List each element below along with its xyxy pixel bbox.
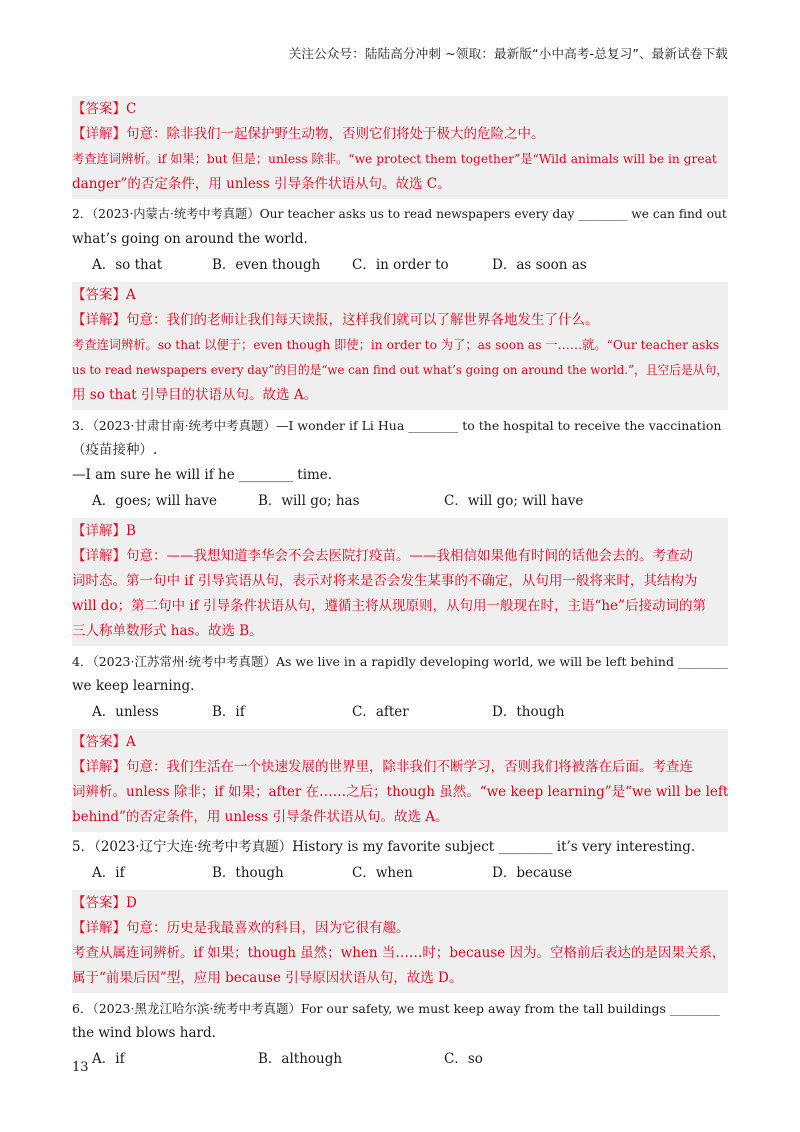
answer-line: 【详解】句意：我们生活在一个快速发展的世界里，除非我们不断学习，否则我们将被落在后面。考查连 [72,759,693,775]
option-c: C．after [352,704,409,720]
answer-line: 【答案】D [72,895,137,911]
answer-options [72,488,728,515]
question-line: the wind blows hard. [72,1025,216,1041]
question-line: what’s going on around the world. [72,231,308,247]
page-number: 13 [72,1060,89,1075]
option-a: A．unless [92,704,159,720]
answer-explanation-block [72,890,728,993]
question-block [72,202,728,252]
question-line: —I am sure he will if he ________ time. [72,467,333,483]
answer-line: danger”的否定条件，用 unless 引导条件状语从句。故选 C。 [72,176,451,192]
answer-options [72,699,728,726]
option-c: C．in order to [352,257,449,273]
answer-line: 【详解】句意：我们的老师让我们每天读报，这样我们就可以了解世界各地发生了什么。 [72,312,599,328]
answer-line: 【详解】B [72,523,136,539]
question-line: 3．（2023·甘肃甘南·统考中考真题）—I wonder if Li Hua ________ to the hospital to receive the vaccination [72,418,722,433]
question-line: we keep learning. [72,678,195,694]
answer-line: 【详解】句意：除非我们一起保护野生动物，否则它们将处于极大的危险之中。 [72,126,545,142]
page-header: 关注公众号：陆陆高分冲刺 ~领取：最新版“小中高考-总复习”、最新试卷下载 [288,46,728,61]
answer-explanation-block [72,96,728,199]
answer-line: 【详解】句意：历史是我最喜欢的科目，因为它很有趣。 [72,920,410,936]
answer-line: 用 so that 引导目的状语从句。故选 A。 [72,387,318,403]
question-block [72,413,728,488]
option-c: C．when [352,865,413,881]
answer-line: us to read newspapers every day”的目的是“we can find out what’s going on around the world.”，且空后是从句， [72,363,729,377]
question-line: 5．（2023·辽宁大连·统考中考真题）History is my favorite subject ________ it’s very interesting. [72,839,696,855]
question-line: 6．（2023·黑龙江哈尔滨·统考中考真题）For our safety, we must keep away from the tall buildings ________ [72,1001,720,1016]
option-d: D．because [492,865,573,881]
option-a: A．goes; will have [92,493,217,509]
answer-options [72,860,728,887]
question-block [72,649,728,699]
option-b: B．if [212,704,245,720]
option-b: B．will go; has [258,493,360,509]
option-c: C．so [444,1051,483,1067]
question-line: （疫苗接种）. [72,442,158,458]
answer-line: 考查连词辨析。if 如果；but 但是；unless 除非。“we protect them together”是“Wild animals will be in great [72,152,717,166]
question-line: 4．（2023·江苏常州·统考中考真题）As we live in a rapidly developing world, we will be left behind ________ [72,654,728,669]
option-d: D．though [492,704,565,720]
answer-options [72,252,728,279]
option-b: B．even though [212,257,321,273]
answer-line: 【答案】A [72,734,136,750]
answer-line: 考查从属连词辨析。if 如果；though 虽然；when 当……时；because 因为。空格前后表达的是因果关系， [72,945,726,961]
answer-explanation-block [72,518,728,646]
option-a: A．if [92,1051,125,1067]
document-body [72,93,728,1073]
option-a: A．if [92,865,125,881]
answer-line: behind”的否定条件，用 unless 引导条件状语从句。故选 A。 [72,809,449,825]
answer-line: 三人称单数形式 has。故选 B。 [72,623,263,639]
answer-line: 属于“前果后因”型，应用 because 引导原因状语从句，故选 D。 [72,970,463,986]
answer-line: 【答案】C [72,101,137,117]
answer-line: 考查连词辨析。so that 以便于；even though 即使；in order to 为了；as soon as 一……就。“Our teacher asks [72,338,720,352]
option-a: A．so that [92,257,163,273]
question-line: 2．（2023·内蒙古·统考中考真题）Our teacher asks us to read newspapers every day ________ we can find out [72,207,727,221]
question-block [72,996,728,1046]
option-b: B．although [258,1051,343,1067]
answer-options [72,1046,728,1073]
answer-line: 词辨析。unless 除非；if 如果；after 在……之后；though 虽然。“we keep learning”是“we will be left [72,784,729,800]
answer-line: 【答案】A [72,287,136,303]
answer-explanation-block [72,729,728,832]
answer-explanation-block [72,282,728,410]
option-b: B．though [212,865,284,881]
option-d: D．as soon as [492,257,587,273]
answer-line: 【详解】句意：——我想知道李华会不会去医院打疫苗。——我相信如果他有时间的话他会去的。考查动 [72,548,693,564]
question-block [72,835,728,860]
answer-line: 词时态。第一句中 if 引导宾语从句，表示对将来是否会发生某事的不确定，从句用一般将来时，其结构为 [72,573,698,589]
answer-line: will do；第二句中 if 引导条件状语从句，遵循主将从现原则，从句用一般现在时，主语“he”后接动词的第 [72,598,706,614]
option-c: C．will go; will have [444,493,584,509]
